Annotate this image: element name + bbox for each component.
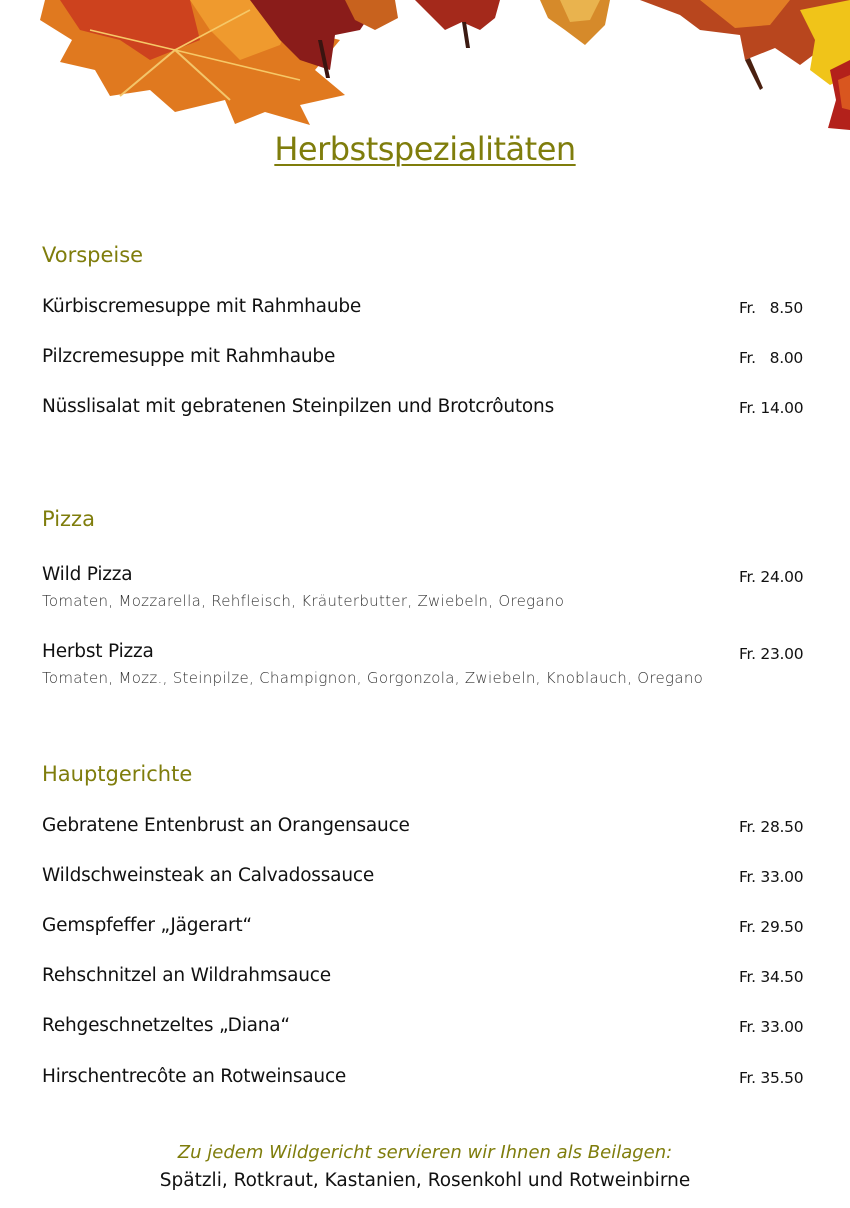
section-title-hauptgerichte: Hauptgerichte	[42, 762, 193, 786]
menu-item-price: Fr. 8.00	[739, 349, 803, 367]
autumn-leaves-image	[0, 0, 850, 135]
menu-item-price: Fr. 33.00	[739, 868, 804, 886]
menu-item-name: Nüsslisalat mit gebratenen Steinpilzen und Brotcrôutons	[42, 396, 555, 417]
page-title: Herbstspezialitäten	[274, 130, 576, 168]
menu-item-price: Fr. 23.00	[739, 645, 804, 663]
menu-item-name: Rehgeschnetzeltes „Diana“	[42, 1015, 290, 1036]
menu-item-description: Tomaten, Mozz., Steinpilze, Champignon, Gorgonzola, Zwiebeln, Knoblauch, Oregano	[42, 669, 704, 687]
menu-item-name: Wildschweinsteak an Calvadossauce	[42, 865, 375, 886]
menu-item-price: Fr. 33.00	[739, 1018, 804, 1036]
menu-item-name: Rehschnitzel an Wildrahmsauce	[42, 965, 331, 986]
menu-item-name: Herbst Pizza	[42, 641, 154, 662]
side-dishes-list: Spätzli, Rotkraut, Kastanien, Rosenkohl und Rotweinbirne	[159, 1170, 691, 1191]
menu-item-name: Hirschentrecôte an Rotweinsauce	[42, 1066, 347, 1087]
menu-item-name: Kürbiscremesuppe mit Rahmhaube	[42, 296, 362, 317]
menu-item-name: Wild Pizza	[42, 564, 133, 585]
side-dishes-note: Zu jedem Wildgericht servieren wir Ihnen als Beilagen:	[177, 1142, 673, 1163]
menu-item-price: Fr. 34.50	[739, 968, 804, 986]
section-title-vorspeise: Vorspeise	[42, 243, 144, 267]
menu-item-price: Fr. 24.00	[739, 568, 804, 586]
section-title-pizza: Pizza	[42, 507, 95, 531]
menu-item-price: Fr. 14.00	[739, 399, 804, 417]
menu-item-name: Pilzcremesuppe mit Rahmhaube	[42, 346, 336, 367]
menu-item-price: Fr. 35.50	[739, 1069, 804, 1087]
menu-item-price: Fr. 28.50	[739, 818, 804, 836]
menu-item-name: Gemspfeffer „Jägerart“	[42, 915, 252, 936]
menu-item-price: Fr. 8.50	[739, 299, 803, 317]
menu-item-price: Fr. 29.50	[739, 918, 804, 936]
menu-item-name: Gebratene Entenbrust an Orangensauce	[42, 815, 410, 836]
menu-item-description: Tomaten, Mozzarella, Rehfleisch, Kräuterbutter, Zwiebeln, Oregano	[42, 592, 565, 610]
